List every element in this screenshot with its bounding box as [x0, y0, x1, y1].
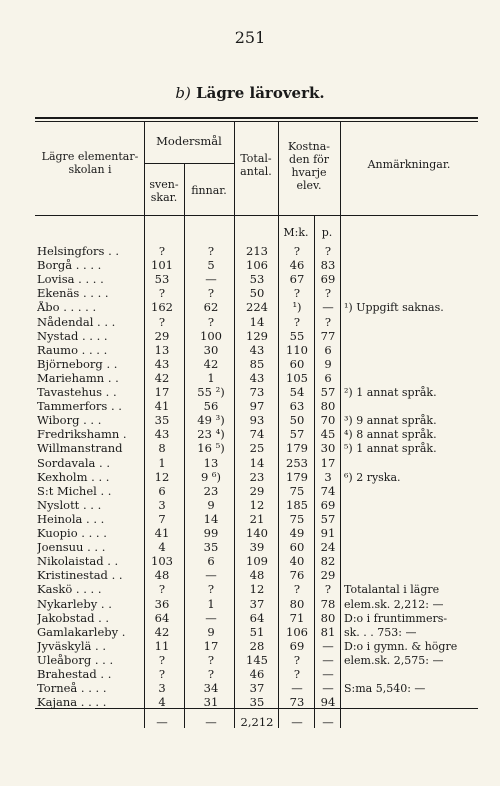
table-row [0, 457, 500, 470]
cell-svenskar: 17 [154, 385, 170, 399]
table-row [0, 442, 500, 455]
header-modersmal: Modersmål [156, 134, 222, 148]
table-row [0, 569, 500, 582]
cell-svenskar: 7 [158, 511, 166, 526]
cell-cost-mk: 73 [289, 695, 305, 710]
cell-cost-p: — [322, 300, 334, 315]
cell-total: 129 [246, 328, 268, 343]
cell-cost-mk: 105 [286, 370, 308, 385]
cell-svenskar: 103 [151, 554, 173, 569]
cell-cost-mk: 63 [289, 399, 305, 414]
cell-finnar: 9 [207, 624, 215, 639]
cell-finnar: 35 [203, 540, 219, 555]
table-row [0, 654, 500, 667]
table-row [0, 682, 500, 695]
school-name: Nyslott . . . [37, 498, 102, 512]
cell-cost-mk: 60 [289, 356, 305, 371]
cell-cost-mk: ? [293, 582, 301, 597]
cell-finnar: 99 [203, 526, 219, 540]
school-name: S:t Michel . . [37, 484, 112, 498]
cell-finnar: 17 [203, 638, 219, 653]
table-row [0, 541, 500, 554]
cell-total: 106 [246, 258, 268, 273]
cell-total: 51 [249, 624, 265, 639]
cell-cost-p: 69 [320, 272, 336, 287]
cell-cost-p: — [322, 681, 334, 696]
cell-total: 213 [246, 244, 268, 258]
header-kostnad: Kostna- den för hvarje elev. [288, 140, 330, 192]
table-row [0, 259, 500, 272]
cell-note: ³) 9 annat språk. [344, 414, 437, 428]
cell-cost-p: 78 [320, 596, 336, 611]
table-row [0, 598, 500, 611]
cell-finnar: 30 [203, 342, 219, 357]
cell-svenskar: 41 [154, 526, 170, 540]
cell-total: 46 [249, 667, 265, 681]
cell-total: 224 [246, 300, 268, 315]
cell-total: 43 [249, 342, 265, 357]
cell-cost-p: ? [324, 244, 332, 258]
table-row [0, 696, 500, 709]
school-name: Kristinestad . . [37, 569, 123, 583]
cell-cost-p: 3 [324, 469, 332, 484]
school-name: Heinola . . . [37, 512, 105, 526]
table-row [0, 555, 500, 568]
cell-svenskar: 64 [154, 610, 170, 625]
cell-cost-mk: 179 [286, 469, 308, 484]
cell-cost-mk: 54 [289, 385, 305, 399]
cell-svenskar: 8 [158, 441, 166, 456]
cell-svenskar: ? [158, 314, 166, 329]
section-heading: Lägre läroverk. [196, 84, 325, 102]
school-name: Kuopio . . . . [37, 527, 107, 540]
school-name: Åbo . . . . . [37, 301, 97, 315]
cell-total: 140 [246, 526, 268, 540]
table-row [0, 273, 500, 286]
cell-note: S:ma 5,540: — [344, 682, 426, 696]
cell-note: ¹) Uppgift saknas. [344, 301, 444, 315]
table-row [0, 471, 500, 484]
cell-total: 12 [249, 582, 265, 597]
cell-total: 74 [249, 427, 265, 442]
table-row [0, 358, 500, 371]
cell-total: 39 [249, 540, 265, 555]
cell-total: 14 [249, 314, 265, 329]
school-name: Torneå . . . . [37, 682, 107, 696]
school-name: Kaskö . . . . [37, 583, 102, 597]
cell-note: Totalantal i lägre [344, 583, 440, 597]
cell-cost-p: 70 [320, 413, 336, 428]
cell-svenskar: ? [158, 582, 166, 597]
cell-cost-p: 24 [320, 540, 336, 555]
cell-total: 14 [249, 455, 265, 470]
cell-finnar: 23 [203, 483, 219, 498]
cell-svenskar: 3 [158, 681, 166, 696]
section-label: b) [175, 84, 191, 102]
cell-svenskar: ? [158, 286, 166, 301]
school-name: Uleåborg . . . [37, 653, 114, 667]
cell-cost-mk: ? [293, 667, 301, 681]
cell-total: 35 [249, 695, 265, 710]
cell-cost-mk: 80 [289, 596, 305, 611]
cell-svenskar: 42 [154, 370, 170, 385]
school-name: Brahestad . . [37, 668, 112, 681]
cell-note: sk. . . 753: — [344, 625, 417, 639]
cell-cost-mk: 40 [289, 554, 305, 569]
cell-cost-mk: 75 [289, 483, 305, 498]
cell-svenskar: 1 [158, 455, 166, 470]
cell-cost-mk: 49 [289, 526, 305, 540]
cell-total: 48 [249, 568, 265, 583]
cell-cost-p: 94 [320, 695, 336, 710]
cell-cost-mk: ? [293, 286, 301, 301]
cell-cost-p: 9 [324, 356, 332, 371]
cell-finnar: ? [207, 652, 215, 667]
cell-cost-mk: ¹) [292, 300, 302, 315]
cell-total: 28 [249, 638, 265, 653]
cell-svenskar: ? [158, 652, 166, 667]
cell-total: 25 [249, 441, 265, 456]
cell-cost-mk: 55 [289, 328, 305, 343]
table-top-rule-thin [35, 121, 478, 122]
cell-svenskar: 35 [154, 413, 170, 428]
cell-finnar: 56 [203, 399, 219, 414]
cell-svenskar: 11 [154, 638, 170, 653]
cell-finnar: 1 [207, 596, 215, 611]
cell-svenskar: 43 [154, 427, 170, 442]
cell-note: D:o i gymn. & högre [344, 639, 458, 653]
cell-cost-p: — [322, 638, 334, 653]
school-name: Fredrikshamn . [37, 428, 127, 442]
cell-cost-p: 81 [320, 624, 336, 639]
cell-svenskar: 48 [154, 568, 170, 583]
school-name: Borgå . . . . [37, 259, 102, 273]
cell-total: 93 [249, 413, 265, 428]
cell-finnar: 1 [207, 370, 215, 385]
cell-total: 73 [249, 385, 265, 399]
cell-finnar: 23 ⁴) [197, 427, 225, 442]
school-name: Raumo . . . . [37, 343, 108, 357]
table-row [0, 668, 500, 681]
cell-cost-p: 77 [320, 328, 336, 343]
header-bottom-rule [35, 215, 478, 216]
cell-note: elem.sk. 2,212: — [344, 597, 444, 611]
cell-svenskar: ? [158, 244, 166, 258]
table-row [0, 287, 500, 300]
table-row [0, 400, 500, 413]
cell-total: 109 [246, 554, 268, 569]
cell-cost-mk: 110 [286, 342, 308, 357]
total-sv: — [156, 715, 168, 729]
cell-note: elem.sk. 2,575: — [344, 653, 444, 667]
cell-total: 64 [249, 610, 265, 625]
cell-finnar: ? [207, 667, 215, 681]
cell-svenskar: 4 [158, 695, 166, 710]
cell-total: 85 [249, 356, 265, 371]
school-name: Sordavala . . [37, 456, 111, 470]
cell-svenskar: ? [158, 667, 166, 681]
table-row [0, 301, 500, 314]
table-row [0, 245, 500, 258]
cell-cost-mk: ? [293, 314, 301, 329]
cell-svenskar: 53 [154, 272, 170, 287]
cell-cost-p: 57 [320, 385, 336, 399]
cell-note: ⁴) 8 annat språk. [344, 428, 437, 442]
table-row [0, 485, 500, 498]
cell-cost-mk: 106 [286, 624, 308, 639]
table-row [0, 386, 500, 399]
cell-svenskar: 12 [154, 469, 170, 484]
cell-total: 97 [249, 399, 265, 414]
cell-cost-p: ? [324, 314, 332, 329]
cell-finnar: — [205, 610, 217, 625]
table-top-rule [35, 117, 478, 119]
cell-svenskar: 29 [154, 328, 170, 343]
cell-total: 21 [249, 511, 265, 526]
header-svenskar: sven- skar. [149, 178, 179, 204]
school-name: Nystad . . . . [37, 329, 108, 343]
school-name: Lovisa . . . . [37, 273, 104, 287]
cell-cost-p: 6 [324, 370, 332, 385]
cell-finnar: 31 [203, 695, 219, 710]
cell-svenskar: 3 [158, 497, 166, 512]
cell-finnar: ? [207, 582, 215, 597]
school-name: Mariehamn . . [37, 371, 119, 385]
table-row [0, 344, 500, 357]
cell-total: 53 [249, 272, 265, 287]
cell-cost-mk: 50 [289, 413, 305, 428]
cell-svenskar: 4 [158, 540, 166, 555]
school-name: Björneborg . . [37, 357, 118, 371]
header-mk: M:k. [283, 226, 309, 239]
header-school: Lägre elementar- skolan i [41, 150, 139, 176]
modersmal-rule [144, 163, 234, 164]
cell-finnar: 100 [200, 328, 222, 343]
cell-svenskar: 162 [151, 300, 173, 315]
cell-cost-mk: 75 [289, 511, 305, 526]
cell-svenskar: 36 [154, 596, 170, 611]
cell-finnar: 5 [207, 258, 215, 273]
cell-total: 43 [249, 370, 265, 385]
totals-row [0, 716, 500, 729]
school-name: Nikolaistad . . [37, 555, 119, 569]
cell-cost-p: 91 [320, 526, 336, 540]
cell-svenskar: 42 [154, 624, 170, 639]
table-row [0, 640, 500, 653]
cell-cost-p: 57 [320, 511, 336, 526]
cell-total: 50 [249, 286, 265, 301]
cell-svenskar: 6 [158, 483, 166, 498]
table-row [0, 372, 500, 385]
cell-cost-mk: — [291, 681, 303, 696]
cell-cost-mk: 69 [289, 638, 305, 653]
cell-finnar: 55 ²) [197, 385, 225, 399]
cell-cost-mk: 71 [289, 610, 305, 625]
cell-finnar: ? [207, 314, 215, 329]
total-mk: — [291, 715, 303, 729]
school-name: Tammerfors . . [37, 400, 122, 414]
section-title [0, 84, 500, 102]
table-row [0, 330, 500, 343]
cell-cost-p: 30 [320, 441, 336, 456]
cell-cost-p: — [322, 667, 334, 681]
header-anmarkningar: Anmärkningar. [367, 158, 451, 171]
cell-cost-p: 80 [320, 399, 336, 414]
school-name: Jyväskylä . . [37, 639, 106, 653]
page-number: 251 [234, 28, 266, 47]
cell-svenskar: 101 [151, 258, 173, 273]
cell-cost-mk: 60 [289, 540, 305, 555]
cell-cost-mk: 46 [289, 258, 305, 273]
cell-total: 29 [249, 483, 265, 498]
school-name: Nykarleby . . [37, 597, 112, 611]
cell-cost-p: 83 [320, 258, 336, 273]
cell-cost-p: 74 [320, 483, 336, 498]
table-row [0, 499, 500, 512]
cell-total: 37 [249, 681, 265, 696]
cell-cost-mk: 76 [289, 568, 305, 583]
school-name: Kajana . . . . [37, 696, 107, 710]
cell-note: ²) 1 annat språk. [344, 386, 437, 399]
cell-cost-mk: ? [293, 244, 301, 258]
cell-finnar: ? [207, 286, 215, 301]
cell-finnar: ? [207, 244, 215, 258]
cell-total: 23 [249, 469, 265, 484]
cell-finnar: 13 [203, 455, 219, 470]
cell-total: 12 [249, 497, 265, 512]
table-row [0, 316, 500, 329]
cell-cost-mk: 253 [286, 455, 308, 470]
cell-finnar: 34 [203, 681, 219, 696]
cell-svenskar: 13 [154, 342, 170, 357]
cell-finnar: 14 [203, 511, 219, 526]
header-total: Total- antal. [240, 152, 272, 178]
school-name: Jakobstad . . [37, 611, 110, 625]
cell-cost-p: 82 [320, 554, 336, 569]
cell-svenskar: 43 [154, 356, 170, 371]
total-p: — [322, 715, 334, 729]
cell-cost-mk: 57 [289, 427, 305, 442]
school-name: Ekenäs . . . . [37, 287, 109, 301]
cell-note: ⁶) 2 ryska. [344, 470, 401, 484]
cell-cost-p: 69 [320, 497, 336, 512]
cell-finnar: — [205, 272, 217, 287]
table-row [0, 527, 500, 540]
cell-finnar: 42 [203, 356, 219, 371]
cell-finnar: 6 [207, 554, 215, 569]
table-row [0, 513, 500, 526]
table-row [0, 612, 500, 625]
cell-cost-p: 80 [320, 610, 336, 625]
cell-cost-p: 29 [320, 568, 336, 583]
cell-total: 37 [249, 596, 265, 611]
table-row [0, 414, 500, 427]
school-name: Kexholm . . . [37, 470, 110, 484]
cell-cost-mk: 67 [289, 272, 305, 287]
table-row [0, 626, 500, 639]
cell-cost-p: 45 [320, 427, 336, 442]
school-name: Wiborg . . . [37, 414, 102, 428]
cell-cost-mk: ? [293, 652, 301, 667]
cell-finnar: 16 ⁵) [197, 441, 225, 456]
header-finnar: finnar. [191, 184, 227, 197]
cell-cost-mk: 179 [286, 441, 308, 456]
cell-finnar: 49 ³) [197, 413, 225, 428]
school-name: Joensuu . . . [37, 541, 106, 555]
school-name: Nådendal . . . [37, 315, 116, 329]
school-name: Gamlakarleby . [37, 625, 126, 639]
cell-finnar: 9 [207, 497, 215, 512]
table-row [0, 428, 500, 441]
cell-total: 145 [246, 652, 268, 667]
cell-note: D:o i fruntimmers- [344, 611, 448, 625]
header-p: p. [321, 226, 333, 239]
cell-finnar: 9 ⁶) [200, 469, 222, 484]
cell-cost-p: — [322, 652, 334, 667]
cell-note: ⁵) 1 annat språk. [344, 442, 437, 456]
school-name: Tavastehus . . [37, 386, 117, 399]
cell-cost-p: ? [324, 286, 332, 301]
cell-cost-p: 17 [320, 455, 336, 470]
school-name: Helsingfors . . [37, 245, 120, 258]
cell-cost-p: 6 [324, 342, 332, 357]
cell-svenskar: 41 [154, 399, 170, 414]
cell-finnar: 62 [203, 300, 219, 315]
cell-finnar: — [205, 568, 217, 583]
total-all: 2,212 [240, 715, 274, 729]
school-name: Willmanstrand [37, 442, 123, 456]
total-fi: — [205, 715, 217, 729]
cell-cost-mk: 185 [286, 497, 308, 512]
cell-cost-p: ? [324, 582, 332, 597]
table-row [0, 583, 500, 596]
